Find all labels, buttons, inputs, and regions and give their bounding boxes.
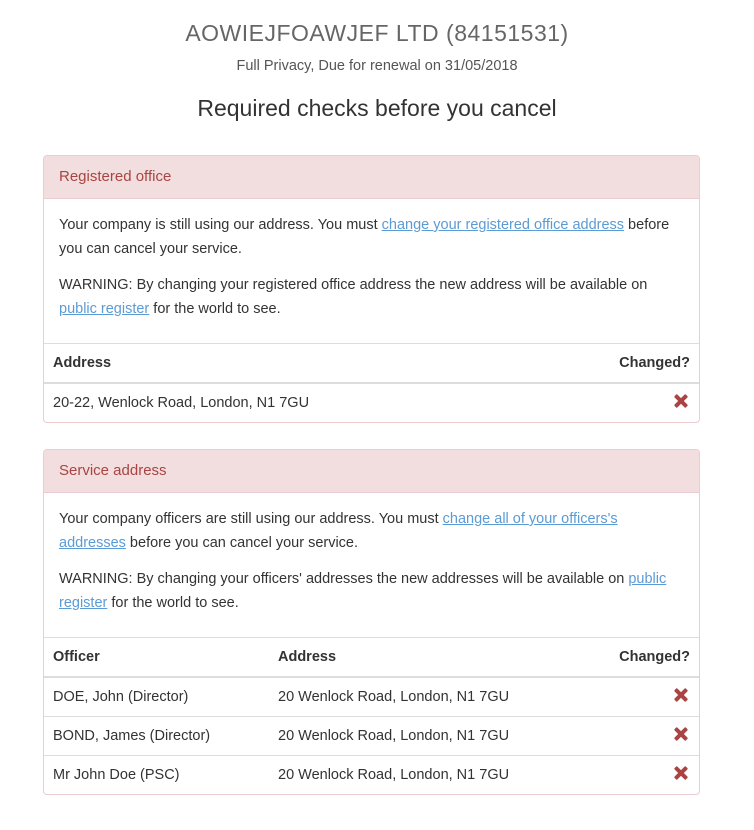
column-header-changed: Changed? (539, 344, 699, 384)
changed-cell (586, 756, 699, 795)
warning-text: WARNING: By changing your registered office address the new address will be available on (59, 277, 648, 293)
changed-cell (539, 383, 699, 422)
officer-cell: Mr John Doe (PSC) (53, 767, 180, 783)
address-cell: 20-22, Wenlock Road, London, N1 7GU (53, 395, 310, 411)
warning-text-end: for the world to see. (107, 595, 239, 611)
column-header-address: Address (44, 344, 539, 384)
service-address-heading: Service address (44, 450, 699, 493)
column-header-officer: Officer (44, 638, 269, 678)
cross-icon (674, 727, 688, 741)
registered-office-warning (59, 273, 684, 321)
changed-cell (586, 717, 699, 756)
public-register-link[interactable]: public register (59, 301, 150, 317)
changed-cell (586, 677, 699, 717)
service-address-instruction (59, 507, 684, 555)
instruction-text-end: before you can cancel your service. (125, 535, 359, 551)
service-address-panel (43, 449, 700, 795)
public-register-link[interactable]: public register (59, 571, 667, 611)
instruction-text: Your company officers are still using our address. You must (59, 511, 443, 527)
instruction-text-end: before you can cancel your service. (59, 217, 670, 257)
registered-office-table (44, 343, 699, 422)
table-row (44, 677, 699, 717)
change-officers-addresses-link[interactable]: change all of your officers's addresses (59, 511, 618, 551)
cross-icon (674, 394, 688, 408)
registered-office-panel (43, 155, 700, 423)
address-cell: 20 Wenlock Road, London, N1 7GU (269, 717, 586, 756)
cross-icon (674, 688, 688, 702)
address-cell: 20 Wenlock Road, London, N1 7GU (269, 677, 586, 717)
instruction-text: Your company is still using our address. You must (59, 217, 382, 233)
column-header-changed: Changed? (586, 638, 699, 678)
warning-text-end: for the world to see. (149, 301, 281, 317)
table-row (44, 717, 699, 756)
company-title: AOWIEJFOAWJEF LTD (84151531) (185, 20, 569, 46)
table-header-row (44, 344, 699, 384)
change-registered-office-link[interactable]: change your registered office address (381, 217, 625, 233)
column-header-address: Address (269, 638, 586, 678)
page-heading: Required checks before you cancel (197, 95, 557, 121)
officer-cell: BOND, James (Director) (44, 717, 269, 756)
officer-cell: DOE, John (Director) (44, 677, 269, 717)
service-address-warning (59, 567, 684, 615)
registered-office-heading: Registered office (44, 156, 699, 199)
renewal-subtitle: Full Privacy, Due for renewal on 31/05/2018 (236, 58, 518, 74)
table-row (44, 383, 699, 422)
registered-office-instruction (59, 213, 684, 261)
warning-text: WARNING: By changing your officers' addresses the new addresses will be available on (59, 571, 629, 587)
service-address-table (44, 637, 699, 794)
table-header-row (44, 638, 699, 678)
registered-office-body (44, 199, 699, 343)
address-cell: 20 Wenlock Road, London, N1 7GU (278, 767, 510, 783)
cross-icon (674, 766, 688, 780)
table-row (44, 756, 699, 795)
service-address-body (44, 493, 699, 637)
